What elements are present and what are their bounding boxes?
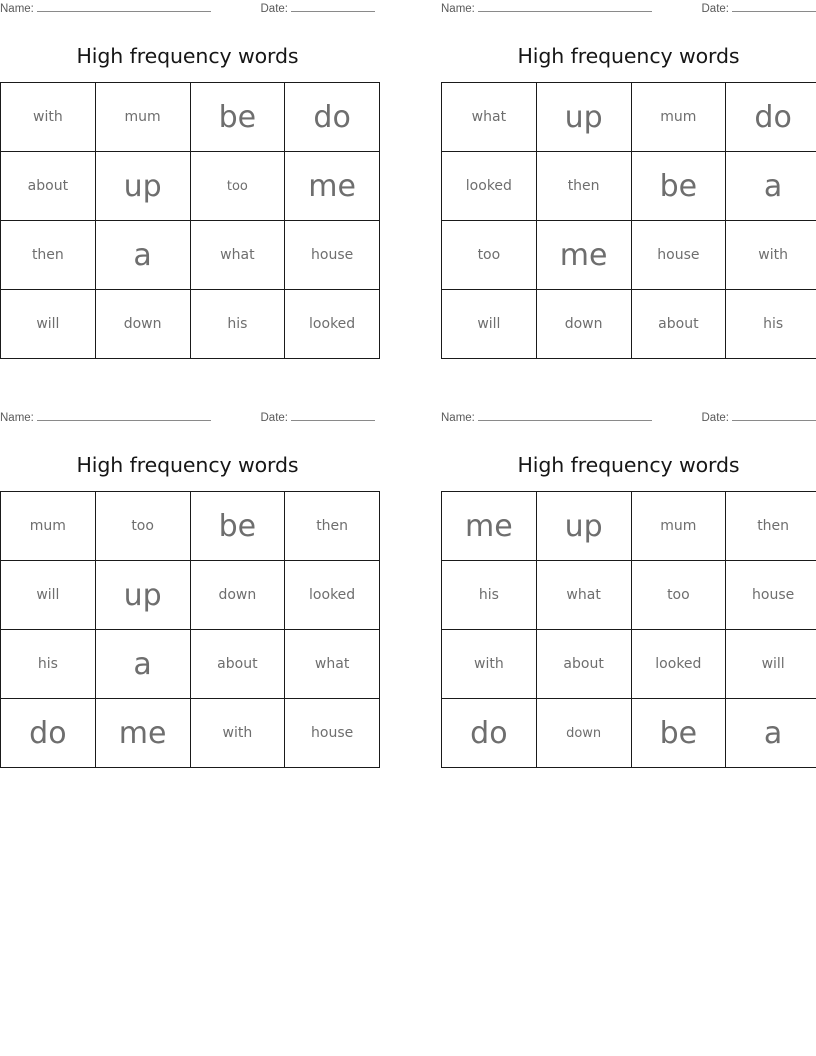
date-input-line[interactable] (291, 409, 375, 421)
word-cell[interactable]: do (726, 83, 816, 152)
bingo-grid (441, 82, 816, 359)
word-cell[interactable]: will (1, 561, 96, 630)
name-label: Name: (0, 3, 34, 15)
word-cell[interactable]: me (285, 152, 380, 221)
date-label: Date: (701, 3, 729, 15)
word-cell[interactable]: with (190, 699, 285, 768)
date-input-line[interactable] (732, 409, 816, 421)
word-cell[interactable]: then (536, 152, 631, 221)
word-cell[interactable]: what (442, 83, 537, 152)
sheet-title: High frequency words (517, 44, 740, 68)
word-cell[interactable]: his (726, 290, 816, 359)
word-cell[interactable]: then (285, 492, 380, 561)
word-cell[interactable]: with (1, 83, 96, 152)
name-date-row (0, 0, 375, 20)
word-cell[interactable]: his (190, 290, 285, 359)
word-cell[interactable]: up (536, 83, 631, 152)
grid-row (1, 492, 380, 561)
card-bottom-left (0, 409, 375, 768)
grid-row (1, 561, 380, 630)
word-cell[interactable]: house (726, 561, 816, 630)
word-cell[interactable]: then (726, 492, 816, 561)
grid-row (1, 221, 380, 290)
card-top-right (441, 0, 816, 359)
word-cell[interactable]: down (95, 290, 190, 359)
name-label: Name: (441, 412, 475, 424)
bingo-grid (0, 82, 380, 359)
name-input-line[interactable] (478, 0, 652, 12)
word-cell[interactable]: too (631, 561, 726, 630)
sheet-title: High frequency words (517, 453, 740, 477)
word-cell[interactable]: about (1, 152, 96, 221)
word-cell[interactable]: be (631, 152, 726, 221)
word-cell[interactable]: mum (95, 83, 190, 152)
word-cell[interactable]: be (190, 492, 285, 561)
word-cell[interactable]: looked (285, 290, 380, 359)
word-cell[interactable]: what (285, 630, 380, 699)
word-cell[interactable]: his (1, 630, 96, 699)
word-cell[interactable]: too (190, 152, 285, 221)
date-input-line[interactable] (732, 0, 816, 12)
word-cell[interactable]: then (1, 221, 96, 290)
word-cell[interactable]: mum (631, 492, 726, 561)
date-label: Date: (701, 412, 729, 424)
grid-row (1, 630, 380, 699)
name-label: Name: (441, 3, 475, 15)
word-cell[interactable]: do (442, 699, 537, 768)
word-cell[interactable]: a (95, 221, 190, 290)
word-cell[interactable]: me (536, 221, 631, 290)
word-cell[interactable]: a (726, 699, 816, 768)
word-cell[interactable]: up (536, 492, 631, 561)
word-cell[interactable]: mum (1, 492, 96, 561)
word-cell[interactable]: be (631, 699, 726, 768)
word-cell[interactable]: what (190, 221, 285, 290)
name-input-line[interactable] (37, 0, 211, 12)
word-cell[interactable]: about (536, 630, 631, 699)
bingo-grid (0, 491, 380, 768)
word-cell[interactable]: will (442, 290, 537, 359)
grid-row (1, 290, 380, 359)
word-cell[interactable]: his (442, 561, 537, 630)
word-cell[interactable]: about (631, 290, 726, 359)
grid-row (442, 561, 816, 630)
name-date-row (0, 409, 375, 429)
date-label: Date: (260, 412, 288, 424)
name-date-row (441, 0, 816, 20)
word-cell[interactable]: me (95, 699, 190, 768)
word-cell[interactable]: with (726, 221, 816, 290)
word-cell[interactable]: with (442, 630, 537, 699)
word-cell[interactable]: house (285, 221, 380, 290)
date-label: Date: (260, 3, 288, 15)
sheet-title: High frequency words (76, 453, 299, 477)
word-cell[interactable]: down (190, 561, 285, 630)
grid-row (1, 83, 380, 152)
word-cell[interactable]: do (285, 83, 380, 152)
grid-row (442, 699, 816, 768)
grid-row (442, 152, 816, 221)
word-cell[interactable]: up (95, 152, 190, 221)
grid-row (442, 221, 816, 290)
grid-row (442, 290, 816, 359)
name-input-line[interactable] (37, 409, 211, 421)
word-cell[interactable]: will (726, 630, 816, 699)
bingo-grid (441, 491, 816, 768)
grid-row (442, 492, 816, 561)
word-cell[interactable]: about (190, 630, 285, 699)
word-cell[interactable]: down (536, 290, 631, 359)
grid-row (1, 699, 380, 768)
word-cell[interactable]: down (536, 699, 631, 768)
word-cell[interactable]: house (285, 699, 380, 768)
word-cell[interactable]: looked (442, 152, 537, 221)
word-cell[interactable]: what (536, 561, 631, 630)
card-bottom-right (441, 409, 816, 768)
word-cell[interactable]: a (726, 152, 816, 221)
word-cell[interactable]: a (95, 630, 190, 699)
word-cell[interactable]: me (442, 492, 537, 561)
word-cell[interactable]: mum (631, 83, 726, 152)
sheet-title: High frequency words (76, 44, 299, 68)
word-cell[interactable]: will (1, 290, 96, 359)
card-top-left (0, 0, 375, 359)
name-input-line[interactable] (478, 409, 652, 421)
date-input-line[interactable] (291, 0, 375, 12)
grid-row (1, 152, 380, 221)
name-label: Name: (0, 412, 34, 424)
word-cell[interactable]: be (190, 83, 285, 152)
word-cell[interactable]: looked (285, 561, 380, 630)
grid-row (442, 83, 816, 152)
word-cell[interactable]: too (442, 221, 537, 290)
word-cell[interactable]: looked (631, 630, 726, 699)
word-cell[interactable]: house (631, 221, 726, 290)
word-cell[interactable]: too (95, 492, 190, 561)
grid-row (442, 630, 816, 699)
name-date-row (441, 409, 816, 429)
word-cell[interactable]: up (95, 561, 190, 630)
word-cell[interactable]: do (1, 699, 96, 768)
